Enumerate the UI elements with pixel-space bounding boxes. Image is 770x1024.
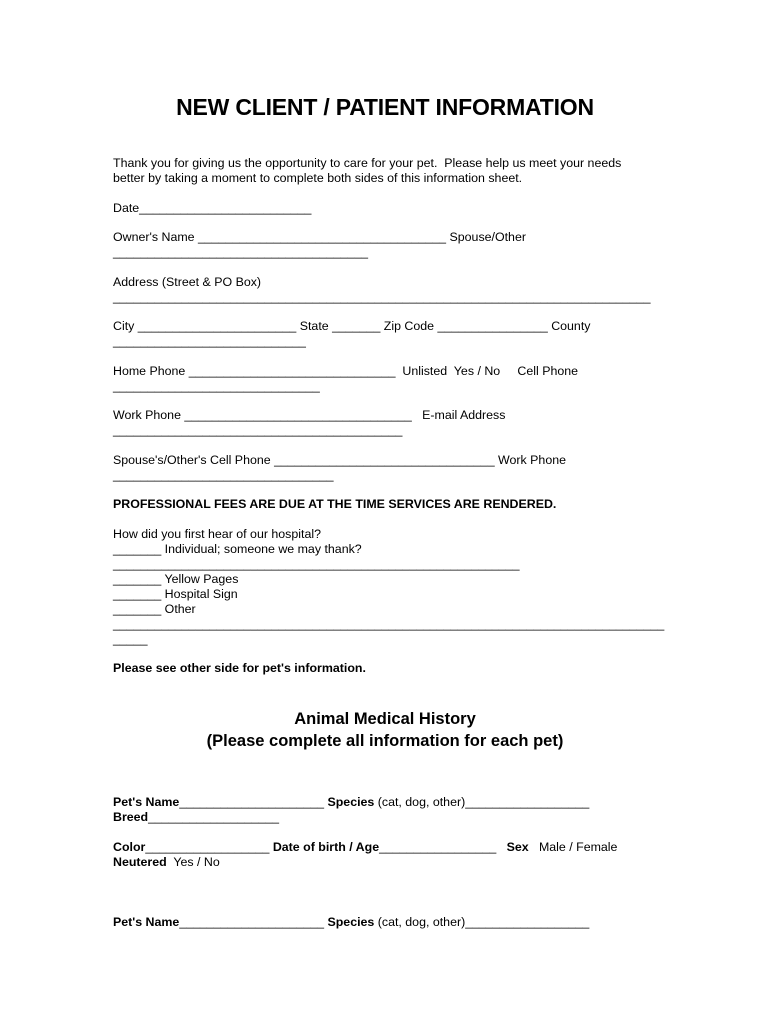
address-field[interactable]: ______________________________________________________________________________ <box>113 290 651 304</box>
referral-individual-line[interactable]: ___________________________________________________________ <box>113 557 520 571</box>
breed-line[interactable]: ___________________ <box>148 810 280 824</box>
pet1-name-species-field[interactable] <box>113 795 589 810</box>
species-hint[interactable]: (cat, dog, other)__________________ <box>374 795 590 809</box>
email-field[interactable]: __________________________________________ <box>113 423 403 437</box>
spouse-work-phone-field[interactable]: ________________________________ <box>113 468 334 482</box>
species-label: Species <box>327 795 375 809</box>
referral-other-line[interactable]: ________________________________________________________________________________ <box>113 617 665 631</box>
pet1-neutered-field[interactable] <box>113 855 220 870</box>
page-title: NEW CLIENT / PATIENT INFORMATION <box>176 94 594 120</box>
pet-name-line[interactable]: _____________________ <box>179 795 328 809</box>
referral-question: How did you first hear of our hospital? <box>113 527 321 541</box>
address-label: Address (Street & PO Box) <box>113 275 262 289</box>
sex-label: Sex <box>506 840 529 854</box>
cell-phone-field[interactable]: ______________________________ <box>113 379 320 393</box>
pet1-breed-field[interactable] <box>113 810 279 825</box>
spouse-other-field[interactable]: _____________________________________ <box>113 245 368 259</box>
pet1-color-dob-sex-field[interactable] <box>113 840 617 855</box>
pet2-name-species-field[interactable] <box>113 915 589 930</box>
dob-line[interactable]: _________________ <box>379 840 507 854</box>
medical-history-subheading: (Please complete all information for each pet) <box>206 732 564 750</box>
intro-text: Thank you for giving us the opportunity to care for your pet. Please help us meet your needs <box>113 156 622 170</box>
date-field[interactable]: Date_________________________ <box>113 201 312 215</box>
neutered-options[interactable]: Yes / No <box>166 855 220 869</box>
spouse-cell-phone-field[interactable]: Spouse's/Other's Cell Phone ________________________________ Work Phone <box>113 453 566 467</box>
fees-notice: PROFESSIONAL FEES ARE DUE AT THE TIME SERVICES ARE RENDERED. <box>113 497 557 511</box>
pet-name-line[interactable]: _____________________ <box>179 915 328 929</box>
referral-other[interactable]: _______ Other <box>113 602 196 616</box>
species-label: Species <box>327 915 375 929</box>
home-phone-field[interactable]: Home Phone ______________________________ Unlisted Yes / No Cell Phone <box>113 364 579 378</box>
see-other-side-note: Please see other side for pet's information. <box>113 661 366 675</box>
city-state-zip-field[interactable]: City _______________________ State _______ Zip Code ________________ County <box>113 319 591 333</box>
county-field[interactable]: ____________________________ <box>113 334 306 348</box>
sex-options[interactable]: Male / Female <box>528 840 618 854</box>
referral-individual[interactable]: _______ Individual; someone we may thank? <box>113 542 362 556</box>
referral-yellow-pages[interactable]: _______ Yellow Pages <box>113 572 239 586</box>
referral-hospital-sign[interactable]: _______ Hospital Sign <box>113 587 238 601</box>
species-hint[interactable]: (cat, dog, other)__________________ <box>374 915 590 929</box>
breed-label: Breed <box>113 810 149 824</box>
work-phone-field[interactable]: Work Phone _________________________________ E-mail Address <box>113 408 506 422</box>
referral-other-line[interactable]: _____ <box>113 632 148 646</box>
dob-label: Date of birth / Age <box>272 840 380 854</box>
color-line[interactable]: __________________ <box>145 840 273 854</box>
medical-history-heading: Animal Medical History <box>294 710 476 728</box>
color-label: Color <box>113 840 146 854</box>
pet-name-label: Pet's Name <box>113 915 180 929</box>
owner-name-field[interactable]: Owner's Name ____________________________________ Spouse/Other <box>113 230 526 244</box>
intro-text: better by taking a moment to complete both sides of this information sheet. <box>113 171 523 185</box>
neutered-label: Neutered <box>113 855 167 869</box>
pet-name-label: Pet's Name <box>113 795 180 809</box>
